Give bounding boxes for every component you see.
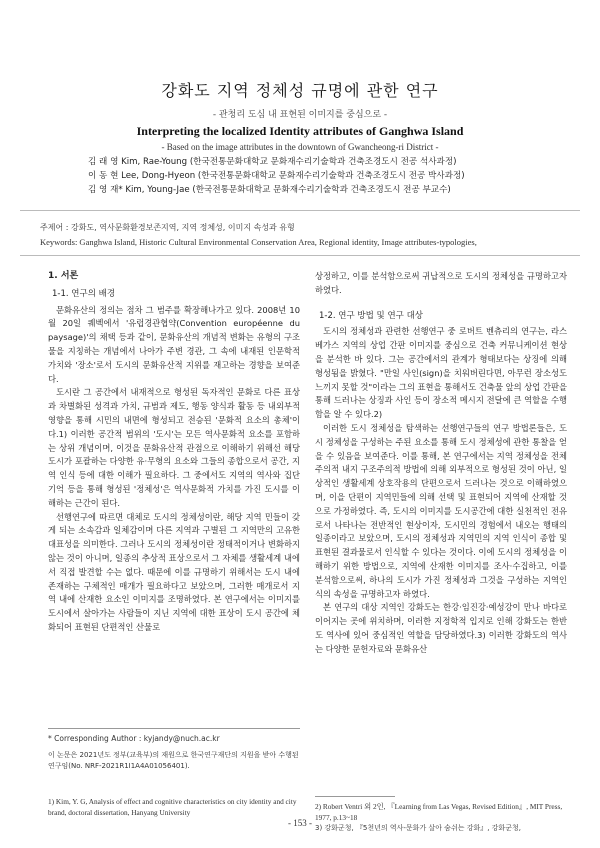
corresponding-author-note: [48, 728, 300, 772]
footnote-2: 2) Robert Ventri 외 2인, 『Learning from Las Vegas, Revised Edition』, MIT Press, 1977, p.13~18: [315, 802, 563, 822]
paper-subtitle-en: - Based on the image attributes in the downtown of Gwancheong-ri District -: [161, 142, 439, 152]
paragraph: 이러한 도시 정체성을 탐색하는 선행연구들의 연구 방법론들은, 도시 정체성을 구성하는 주된 요소를 통해 도시 정체성에 관한 통찰을 얻을 수 있음을 보여준다. 이를 통해, 본 연구에서는 지역 정체성을 전체주의적 내지 구조주의적 방법에 의해 외부적으로 형성된 것이 아닌, 일상적인 생활세계 상호작용의 단편으로서 드러나는 것으로 이해하였으며, 이을 단편이 지역민들에 의해 선택 및 표현되어 지역에 산재할 것으로 가정하였다. 즉, 도시의 이미지를 도시공간에 대한 실천적인 전유로서 나타나는 전반적인 현상이자, 도시민의 경험에서 내오는 행태의 일종이라고 보았으며, 도시의 정체성과 지역민의 지역 인식이 종합 및 표현된 결과물로서 인식할 수 있다는 것이다. 이에 도시의 정체성을 이해하기 위한 방법으로, 지역에 산재한 이미지를 조사·수집하고, 이를 분석함으로써, 하나의 도시가 가진 정체성과 그것을 구성하는 지역인식의 속성을 규명하고자 하였다.: [315, 422, 567, 599]
paper-subtitle-ko: - 관청리 도심 내 표현된 이미지를 중심으로 -: [212, 110, 388, 120]
author-3: 김 영 재* Kim, Young-Jae (한국전통문화대학교 문화재수리기술학과 건축조경도시 전공 부교수): [88, 185, 451, 195]
author-1: 김 래 영 Kim, Rae-Young (한국전통문화대학교 문화재수리기술학과 건축조경도시 전공 석사과정): [88, 157, 457, 167]
footnote-1: 1) Kim, Y. G, Analysis of effect and cognitive characteristics on city identity and city brand, doctoral dissertation, Hanyang University: [48, 797, 297, 817]
paragraph: 도시의 정체성과 관련한 선행연구 중 로버트 벤츄리의 연구는, 라스베가스 지역의 상업 간판 이미지를 중심으로 건축 커뮤니케이션 현상을 분석한 바 있다. 그는 공간에서의 관계가 형태보다는 상징에 의해 형성됨을 밝혔다. "만일 사인(sign)을 치워버린다면, 아무런 장소성도 느끼지 못할 것"이라는 그의 표현을 통해서도 건축물 앞의 상업 간판을 통해 드러나는 상징과 사인 등이 장소적 메시지 전달에 큰 역할을 수행함을 알 수 있다.2): [315, 326, 567, 420]
paragraph: 도시란 그 공간에서 내재적으로 형성된 독자적인 문화로 다른 표상과 차별화된 성격과 가치, 규범과 제도, 행동 양식과 활동 등 내외부적 영향을 통해 시민의 내면에 형성되고 전승된 '문화적 요소의 총체'이다.1) 이러한 공간적 범위의 '도시'는 모든 역사문화적 요소를 포함하는 상위 개념이며, 이것을 문화유산적 관점으로 이해하기 위해선 해당 도시가 포괄하는 다양한 유·무형의 요소와 그들의 종합으로서 공간, 지역 인식 등에 대한 이해가 필요하다. 그 중에서도 지역의 역사와 집단기억 등을 통해 형성된 '정체성'은 역사문화적 가치를 가진 도시를 이해하는 근간이 된다.: [48, 387, 300, 508]
subsection-heading-background: 1-1. 연구의 배경: [52, 288, 116, 299]
footnotes-left: [48, 796, 300, 818]
paper-title-ko: 강화도 지역 정체성 규명에 관한 연구: [161, 81, 439, 100]
paragraph: 문화유산의 정의는 점차 그 범주를 확장해나가고 있다. 2008년 10월 20일 퀘벡에서 '유럽경관협약(Convention européenne du paysage)'의 채택 등과 같이, 문화유산의 개념적 변화는 유형의 구조물을 지칭하는 개념에서 나아가 주변 경관, 그 속에 내재된 인문학적 가치와 '장소'로서 도시의 문화유산적 지위를 재고하는 경향을 보여준다.: [48, 304, 300, 384]
footnotes-right: [315, 796, 567, 834]
keywords-section: [40, 220, 477, 250]
paragraph: 본 연구의 대상 지역인 강화도는 한강·임진강·예성강이 만나 바다로 이어지는 곳에 위치하며, 이러한 지정학적 입지로 인해 강화도는 한반도 역사에 있어 중심적인 역할을 담당하였다.3) 이러한 강화도의 역사는 다양한 문헌자료와 문화유산: [315, 602, 567, 654]
keywords-ko: 주제어 : 강화도, 역사문화환경보존지역, 지역 정체성, 이미지 속성과 유형: [40, 223, 295, 232]
title-block: [0, 78, 600, 152]
right-column: [315, 270, 567, 657]
author-list: [88, 155, 465, 197]
corresponding-author: * Corresponding Author : kyjandy@nuch.ac.kr: [48, 734, 220, 743]
left-column: [48, 270, 300, 635]
page-number: - 153 -: [288, 818, 312, 828]
subsection-heading-method: 1-2. 연구 방법 및 연구 대상: [319, 310, 423, 321]
funding-note: 이 논문은 2021년도 정부(교육부)의 재원으로 한국연구재단의 지원을 받아 수행된 연구임(No. NRF-2021R1I1A4A01056401).: [48, 751, 299, 770]
keywords-en: Keywords: Ganghwa Island, Historic Cultural Environmental Conservation Area, Regional identity, Image attributes-typologies,: [40, 237, 477, 247]
paragraph: 선행연구에 따르면 대체로 도시의 정체성이란, 해당 지역 민들이 갖게 되는 소속감과 일체감이며 다른 지역과 구별된 그 지역만의 고유한 대표성을 의미한다. 그러나 도시의 정체성이란 정태적이거나 변화하지 않는 것이 아니며, 일종의 추상적 표상으로서 그 자체를 생활세계 내에서 직접 발견할 수는 없다. 때문에 이를 규명하기 위해서는 도시 내에 존재하는 구체적인 매개가 필요하다고 보았으며, 그러한 매개로서 지역 내에 산재한 요소인 이미지를 조명하였다. 본 연구에서는 이미지를 도시에서 살아가는 사람들이 지닌 지역에 대한 표상이 도시 공간에 체화되어 표현된 단편적인 산물로: [48, 511, 300, 632]
footnote-3: 3) 강화군청, 『5천년의 역사-문화가 살아 숨쉬는 강화』, 강화군청,: [315, 824, 521, 832]
section-heading-intro: 1. 서론: [48, 271, 79, 281]
paper-title-en: Interpreting the localized Identity attributes of Ganghwa Island: [136, 124, 464, 138]
author-2: 이 동 현 Lee, Dong-Hyeon (한국전통문화대학교 문화재수리기술학과 건축조경도시 전공 박사과정): [88, 171, 465, 181]
paragraph: 상정하고, 이를 분석함으로써 귀납적으로 도시의 정체성을 규명하고자 하였다.: [315, 271, 567, 295]
